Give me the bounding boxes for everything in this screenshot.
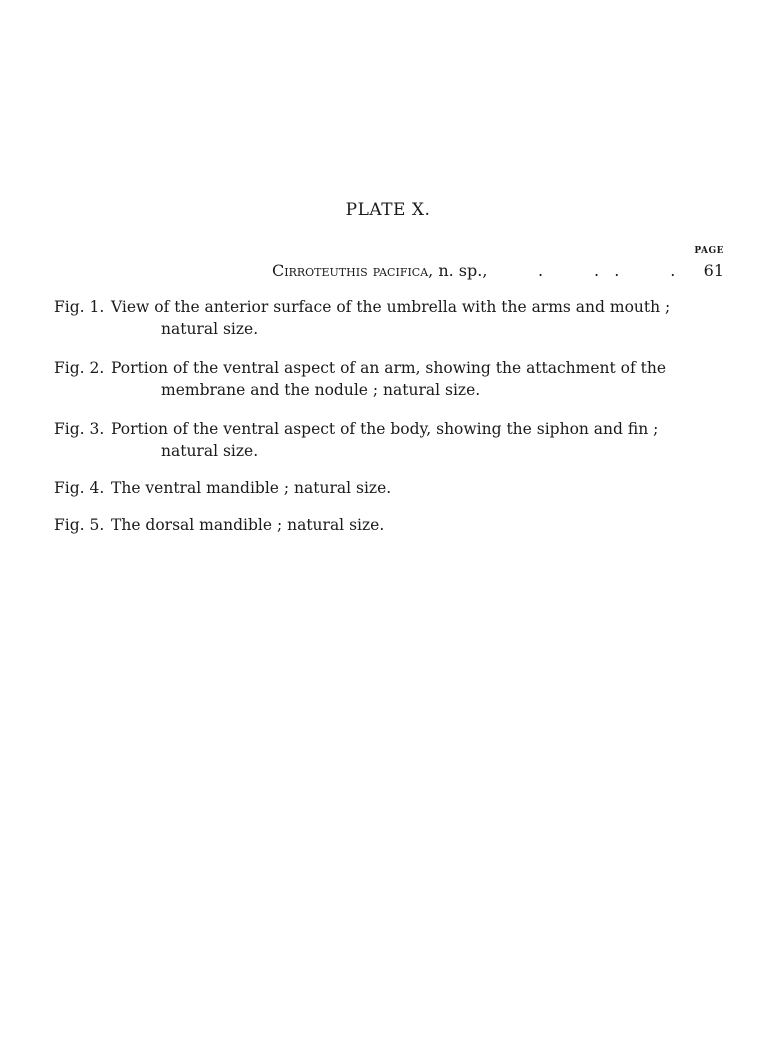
plate-title: PLATE X. [345, 200, 431, 220]
species-suffix: , n. sp., [428, 261, 488, 280]
figure-text-line: The ventral mandible ; natural size. [111, 479, 392, 497]
species-name [272, 261, 428, 280]
figure-label: Fig. 2. [54, 359, 105, 377]
species-epithet: pacifica [372, 261, 429, 280]
figure-caption-5 [54, 514, 674, 536]
species-page-number: 61 [703, 261, 724, 280]
figure-caption-2 [54, 357, 674, 401]
figure-caption-1 [54, 296, 674, 340]
figure-label: Fig. 4. [54, 479, 105, 497]
figure-text-line: Portion of the ventral aspect of an arm, showing the attachment of the [111, 359, 667, 377]
leader-dots: . . . . [538, 261, 676, 280]
figure-caption-3 [54, 418, 674, 462]
figure-text-continuation: natural size. [161, 320, 259, 338]
figure-text-line: The dorsal mandible ; natural size. [111, 516, 385, 534]
figure-text-continuation: natural size. [161, 442, 259, 460]
page-column-label: PAGE [694, 246, 724, 256]
figure-text-line: View of the anterior surface of the umbrella with the arms and mouth ; [111, 298, 671, 316]
figure-label: Fig. 5. [54, 516, 105, 534]
species-genus: Cirroteuthis [272, 261, 368, 280]
species-entry [272, 261, 724, 280]
figure-label: Fig. 3. [54, 420, 105, 438]
figure-label: Fig. 1. [54, 298, 105, 316]
figure-text-continuation: membrane and the nodule ; natural size. [161, 381, 481, 399]
figure-text-line: Portion of the ventral aspect of the body, showing the siphon and fin ; [111, 420, 659, 438]
figure-caption-4 [54, 477, 674, 499]
